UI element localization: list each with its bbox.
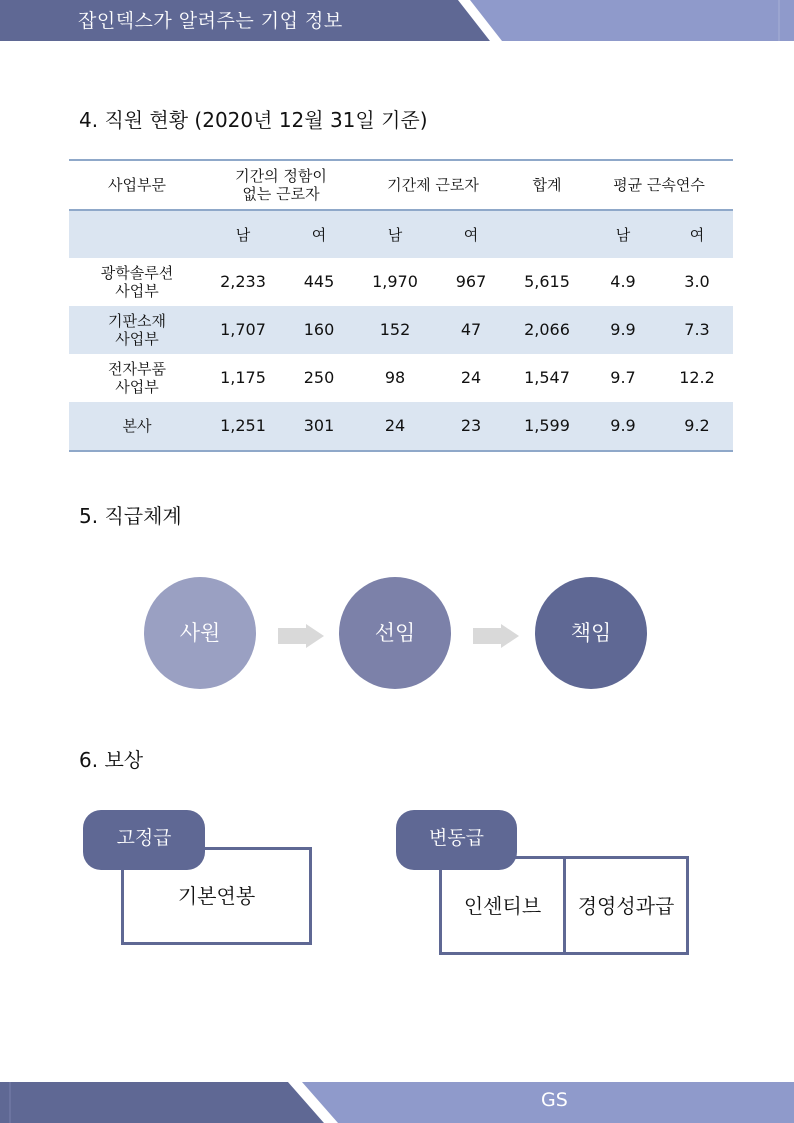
header-contract: 기간제 근로자 [357,160,509,210]
subheader-cell: 여 [661,210,733,258]
rank-circle-senior: 선임 [339,577,451,689]
row-label-line1: 기판소재 [108,312,166,330]
table-cell: 2,066 [509,306,585,354]
subheader-blank [509,210,585,258]
table-cell: 7.3 [661,306,733,354]
table-row [69,306,733,354]
table-cell: 250 [303,368,335,387]
subheader-cell: 남 [205,210,281,258]
fixed-pay-label: 고정급 [83,810,205,870]
row-label-line2: 사업부 [115,378,159,396]
row-label-line2: 사업부 [115,282,159,300]
table-row [69,402,733,451]
row-label-line1: 본사 [122,417,152,435]
table-cell: 1,707 [205,306,281,354]
table-cell: 967 [455,272,487,291]
variable-pay-item-incentive: 인센티브 [463,894,542,918]
section-4-title: 4. 직원 현황 (2020년 12월 31일 기준) [79,108,428,132]
rank-circle-principal: 책임 [535,577,647,689]
footer-code: GS [541,1089,568,1111]
table-cell: 24 [460,368,482,387]
header-total: 합계 [509,160,585,210]
table-cell: 1,175 [220,368,266,387]
rank-circle-staff: 사원 [144,577,256,689]
employee-table [69,159,733,452]
subheader-cell: 여 [433,210,509,258]
table-cell: 23 [433,402,509,451]
header-division: 사업부문 [69,160,205,210]
table-cell: 47 [433,306,509,354]
table-cell: 98 [384,368,406,387]
row-label-line2: 사업부 [115,330,159,348]
row-label-line1: 전자부품 [108,360,166,378]
table-cell: 5,615 [524,272,570,291]
fixed-pay-item: 기본연봉 [177,884,256,908]
section-6-title: 6. 보상 [79,748,144,772]
table-cell: 9.7 [610,368,636,387]
header-regular [205,160,357,210]
footer-band [0,1082,794,1123]
row-label [69,354,205,402]
table-row [69,258,733,306]
table-cell: 1,599 [509,402,585,451]
header-regular-line2: 없는 근로자 [242,185,320,203]
table-cell: 3.0 [684,272,710,291]
table-cell: 9.9 [585,306,661,354]
row-label [69,306,205,354]
table-cell: 1,251 [205,402,281,451]
header-tenure: 평균 근속연수 [585,160,733,210]
row-label-line1: 광학솔루션 [100,264,174,282]
table-cell: 1,970 [372,272,418,291]
subheader-blank [69,210,205,258]
table-cell: 12.2 [679,368,715,387]
table-cell: 301 [281,402,357,451]
table-cell: 9.9 [585,402,661,451]
table-cell: 152 [357,306,433,354]
table-cell: 1,547 [524,368,570,387]
arrow-right-icon [278,624,324,648]
table-cell: 2,233 [220,272,266,291]
subheader-cell: 남 [585,210,661,258]
header-regular-line1: 기간의 정함이 [235,167,327,185]
table-row [69,354,733,402]
subheader-cell: 남 [357,210,433,258]
header-title: 잡인덱스가 알려주는 기업 정보 [78,10,343,32]
subheader-cell: 여 [281,210,357,258]
table-subheader-row [69,210,733,258]
variable-pay-item-bonus: 경영성과급 [577,894,675,918]
table-cell: 24 [357,402,433,451]
row-label [69,402,205,451]
table-header-row [69,160,733,210]
variable-pay-label: 변동급 [396,810,517,870]
table-cell: 160 [281,306,357,354]
section-5-title: 5. 직급체계 [79,504,182,528]
arrow-right-icon [473,624,519,648]
table-cell: 445 [303,272,335,291]
row-label [69,258,205,306]
table-cell: 9.2 [661,402,733,451]
table-cell: 4.9 [610,272,636,291]
